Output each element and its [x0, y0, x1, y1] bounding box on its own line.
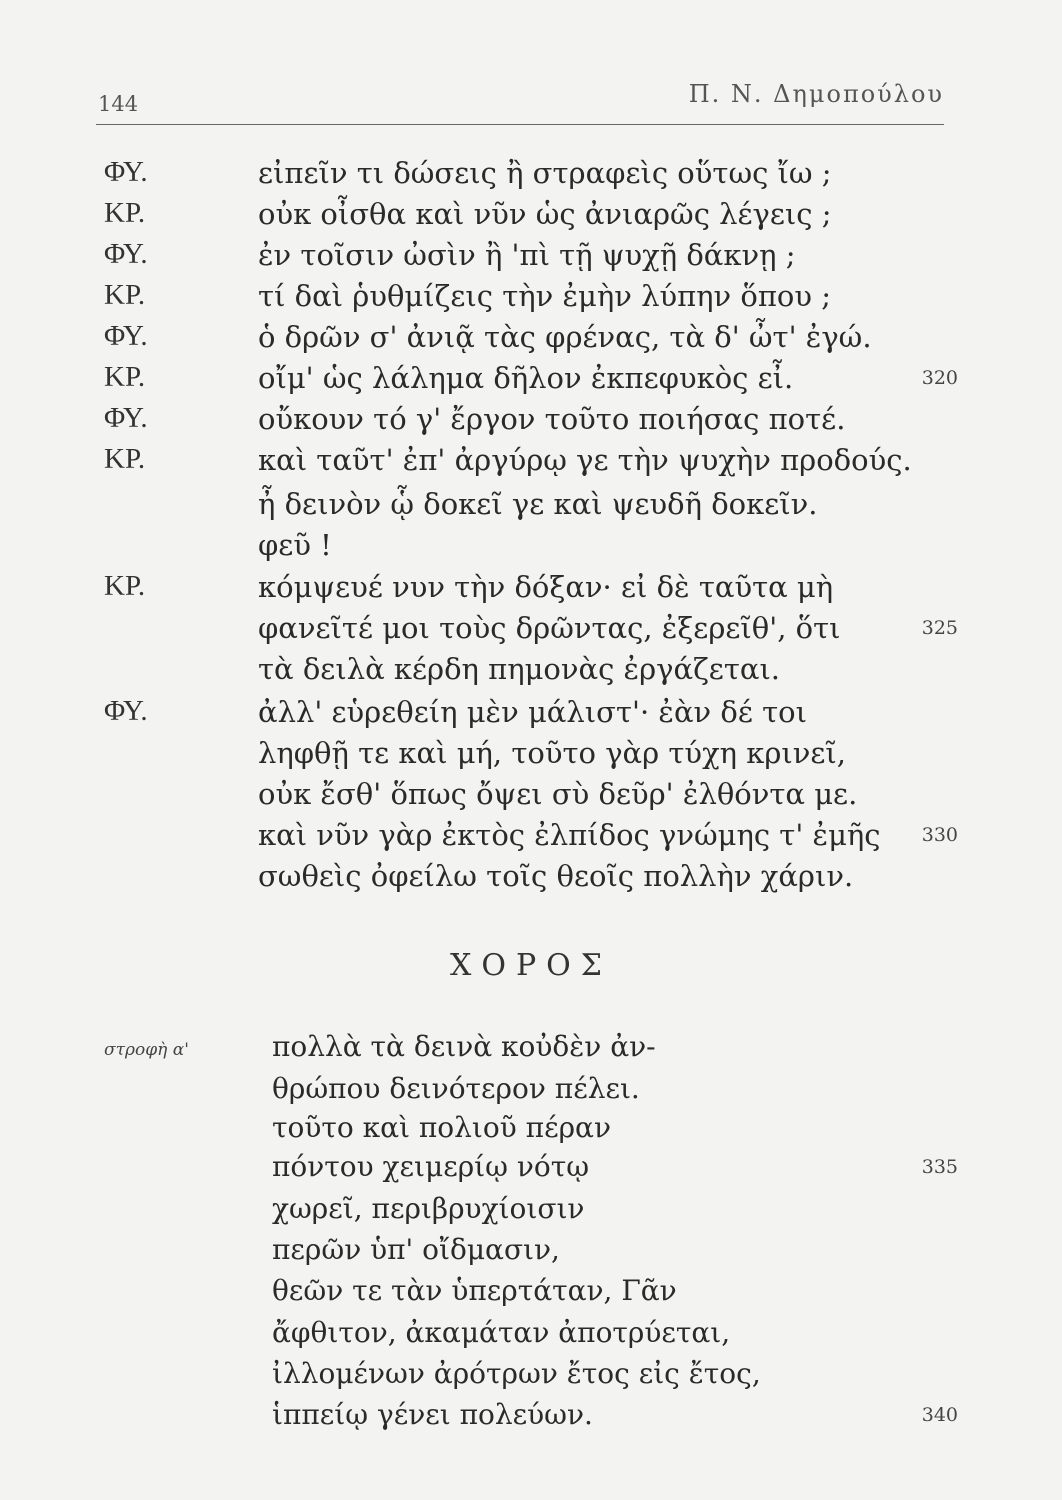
verse-line [0, 1274, 1062, 1314]
line-number: 335 [921, 1156, 958, 1178]
verse-text: οἴμ' ὡς λάλημα δῆλον ἐκπεφυκὸς εἶ. [258, 361, 794, 395]
verse-line [0, 695, 1062, 735]
verse-text: οὐκ ἔσθ' ὅπως ὄψει σὺ δεῦρ' ἐλθόντα με. [258, 777, 858, 811]
verse-line [0, 1030, 1062, 1070]
verse-line [0, 238, 1062, 278]
header-rule [96, 124, 944, 125]
verse-line [0, 818, 1062, 858]
speaker-label: ΦΥ. [104, 695, 148, 727]
line-number: 325 [921, 617, 958, 639]
verse-text: οὐκ οἶσθα καὶ νῦν ὡς ἀνιαρῶς λέγεις ; [258, 197, 832, 231]
verse-line [0, 197, 1062, 237]
page-number: 144 [98, 92, 139, 116]
verse-line [0, 1150, 1062, 1190]
speaker-label: ΚΡ. [104, 197, 146, 229]
line-number: 340 [921, 1404, 958, 1426]
verse-text: σωθεὶς ὀφείλω τοῖς θεοῖς πολλὴν χάριν. [258, 859, 854, 893]
speaker-label: ΚΡ. [104, 443, 146, 475]
verse-line [0, 1357, 1062, 1397]
verse-line [0, 156, 1062, 196]
verse-line [0, 652, 1062, 692]
verse-line [0, 528, 1062, 568]
verse-text: περῶν ὑπ' οἴδμασιν, [272, 1233, 560, 1266]
verse-line [0, 777, 1062, 817]
chorus-title: ΧΟΡΟΣ [450, 948, 612, 983]
verse-line [0, 443, 1062, 483]
verse-line [0, 1316, 1062, 1356]
speaker-label: ΦΥ. [104, 238, 148, 270]
verse-line [0, 1111, 1062, 1151]
verse-line [0, 736, 1062, 776]
verse-text: ἐν τοῖσιν ὠσὶν ἢ 'πὶ τῇ ψυχῇ δάκνῃ ; [258, 238, 796, 272]
verse-line [0, 320, 1062, 360]
verse-text: ὁ δρῶν σ' ἀνιᾷ τὰς φρένας, τὰ δ' ὦτ' ἐγώ. [258, 320, 872, 354]
speaker-label: ΚΡ. [104, 279, 146, 311]
verse-line [0, 570, 1062, 610]
verse-text: πόντου χειμερίῳ νότῳ [272, 1150, 590, 1183]
verse-text: χωρεῖ, περιβρυχίοισιν [272, 1192, 585, 1225]
verse-line [0, 361, 1062, 401]
verse-line [0, 1072, 1062, 1112]
verse-text: κόμψευέ νυν τὴν δόξαν· εἰ δὲ ταῦτα μὴ [258, 570, 834, 604]
verse-text: ἱππείῳ γένει πολεύων. [272, 1398, 593, 1431]
speaker-label: ΚΡ. [104, 361, 146, 393]
verse-text: πολλὰ τὰ δεινὰ κοὐδὲν ἀν- [272, 1030, 656, 1063]
verse-text: φανεῖτέ μοι τοὺς δρῶντας, ἐξερεῖθ', ὅτι [258, 611, 841, 645]
speaker-label: ΦΥ. [104, 402, 148, 434]
page-header [96, 72, 944, 124]
strophe-label: στροφὴ α' [104, 1040, 189, 1060]
verse-text: τοῦτο καὶ πολιοῦ πέραν [272, 1111, 611, 1144]
speaker-label: ΚΡ. [104, 570, 146, 602]
speaker-label: ΦΥ. [104, 156, 148, 188]
verse-text: καὶ ταῦτ' ἐπ' ἀργύρῳ γε τὴν ψυχὴν προδούς. [258, 443, 912, 477]
speaker-label: ΦΥ. [104, 320, 148, 352]
verse-line [0, 1233, 1062, 1273]
verse-line [0, 279, 1062, 319]
verse-line [0, 611, 1062, 651]
verse-line [0, 1192, 1062, 1232]
verse-text: θεῶν τε τὰν ὑπερτάταν, Γᾶν [272, 1274, 677, 1307]
verse-text: ληφθῇ τε καὶ μή, τοῦτο γὰρ τύχη κρινεῖ, [258, 736, 847, 770]
line-number: 330 [921, 824, 958, 846]
verse-line [0, 402, 1062, 442]
verse-text: ἀλλ' εὑρεθείη μὲν μάλιστ'· ἐὰν δέ τοι [258, 695, 807, 729]
verse-text: ἄφθιτον, ἀκαμάταν ἀποτρύεται, [272, 1316, 731, 1349]
verse-text: καὶ νῦν γὰρ ἐκτὸς ἐλπίδος γνώμης τ' ἐμῆς [258, 818, 881, 852]
line-number: 320 [921, 367, 958, 389]
verse-text: φεῦ ! [258, 528, 332, 562]
verse-text: τί δαὶ ῥυθμίζεις τὴν ἐμὴν λύπην ὅπου ; [258, 279, 831, 313]
verse-text: οὔκουν τό γ' ἔργον τοῦτο ποιήσας ποτέ. [258, 402, 846, 436]
verse-line [0, 487, 1062, 527]
running-head: Π. Ν. Δημοπούλου [688, 80, 944, 108]
verse-text: εἰπεῖν τι δώσεις ἢ στραφεὶς οὕτως ἴω ; [258, 156, 832, 190]
verse-line [0, 1398, 1062, 1438]
verse-text: ἰλλομένων ἀρότρων ἔτος εἰς ἔτος, [272, 1357, 761, 1390]
verse-text: τὰ δειλὰ κέρδη πημονὰς ἐργάζεται. [258, 652, 781, 686]
verse-text: θρώπου δεινότερον πέλει. [272, 1072, 640, 1105]
verse-text: ἦ δεινὸν ᾧ δοκεῖ γε καὶ ψευδῆ δοκεῖν. [258, 487, 818, 521]
verse-line [0, 859, 1062, 899]
